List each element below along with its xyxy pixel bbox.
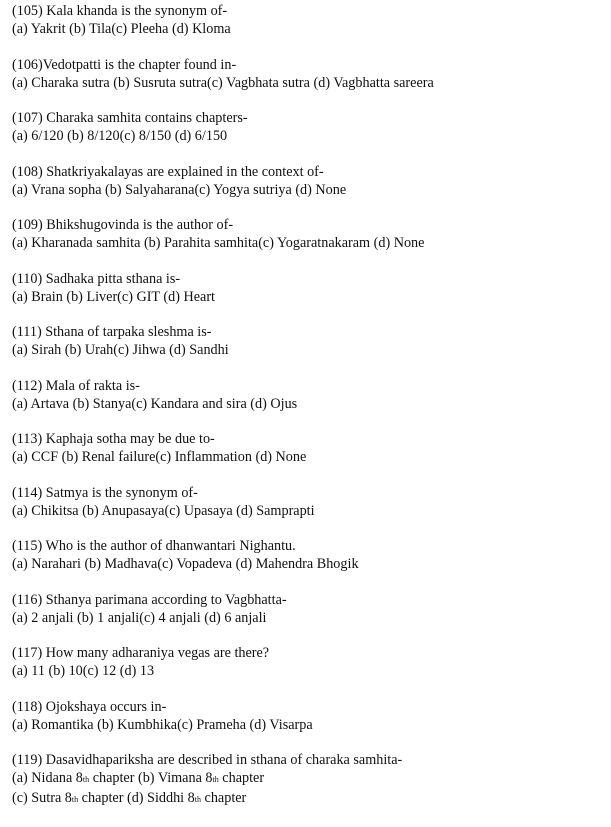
question-text: (106)Vedotpatti is the chapter found in- — [12, 56, 237, 73]
options-line: (a) Chikitsa (b) Anupasaya(c) Upasaya (d) Samprapti — [12, 502, 315, 519]
options-line: (a) Kharanada samhita (b) Parahita samhita(c) Yogaratnakaram (d) None — [12, 235, 425, 252]
question-block — [12, 698, 602, 734]
ordinal-suffix: th — [71, 795, 79, 805]
question-block — [12, 377, 602, 413]
options-line: (a) Yakrit (b) Tila(c) Pleeha (d) Kloma — [12, 21, 231, 38]
options-line: (a) Romantika (b) Kumbhika(c) Prameha (d) Visarpa — [12, 716, 313, 733]
option-d-text: chapter (d) Siddhi 8 — [78, 790, 195, 807]
question-text: (105) Kala khanda is the synonym of- — [12, 3, 228, 19]
question-text: (113) Kaphaja sotha may be due to- — [12, 431, 215, 447]
option-b-text: chapter (b) Vimana 8 — [89, 770, 213, 787]
question-text: (115) Who is the author of dhanwantari Nighantu. — [12, 538, 296, 554]
question-text: (112) Mala of rakta is- — [12, 377, 140, 394]
options-line: (a) CCF (b) Renal failure(c) Inflammation (d) None — [12, 449, 307, 466]
question-block — [12, 644, 602, 680]
options-line: (a) Narahari (b) Madhava(c) Vopadeva (d) Mahendra Bhogik — [12, 556, 359, 573]
options-line: (a) 2 anjali (b) 1 anjali(c) 4 anjali (d) 6 anjali — [12, 609, 267, 626]
question-text: (108) Shatkriyakalayas are explained in the context of- — [12, 163, 324, 180]
question-text: (116) Sthanya parimana according to Vagbhatta- — [12, 591, 287, 608]
options-line: (a) Brain (b) Liver(c) GIT (d) Heart — [12, 288, 215, 305]
question-block — [12, 537, 602, 573]
option-b-tail: chapter — [218, 770, 265, 787]
ordinal-suffix: th — [212, 775, 219, 785]
question-text: (111) Sthana of tarpaka sleshma is- — [12, 324, 212, 340]
question-list — [12, 2, 602, 734]
options-line: (a) Charaka sutra (b) Susruta sutra(c) Vagbhata sutra (d) Vagbhatta sareera — [12, 74, 434, 91]
question-block — [12, 56, 602, 92]
question-text: (118) Ojokshaya occurs in- — [12, 698, 167, 715]
question-block — [12, 2, 602, 38]
option-c-text: (c) Sutra 8 — [12, 790, 72, 807]
ordinal-suffix: th — [194, 795, 201, 805]
question-block — [12, 216, 602, 252]
options-line: (a) Vrana sopha (b) Salyaharana(c) Yogya sutriya (d) None — [12, 181, 347, 198]
question-sheet — [12, 2, 602, 827]
question-text: (117) How many adharaniya vegas are there? — [12, 645, 270, 661]
option-a-text: (a) Nidana 8 — [12, 770, 83, 787]
question-text: (107) Charaka samhita contains chapters- — [12, 110, 248, 126]
question-block-119 — [12, 751, 602, 810]
question-block — [12, 163, 602, 199]
options-line: (a) Artava (b) Stanya(c) Kandara and sira (d) Ojus — [12, 395, 298, 412]
option-d-tail: chapter — [200, 790, 247, 807]
ordinal-suffix: th — [82, 775, 90, 785]
options-line: (a) Sirah (b) Urah(c) Jihwa (d) Sandhi — [12, 342, 229, 359]
question-block — [12, 323, 602, 359]
options-line-119-1 — [12, 769, 602, 789]
question-text: (109) Bhikshugovinda is the author of- — [12, 217, 234, 233]
options-line: (a) 11 (b) 10(c) 12 (d) 13 — [12, 663, 155, 680]
options-line-119-2 — [12, 789, 602, 809]
question-block — [12, 109, 602, 145]
options-line: (a) 6/120 (b) 8/120(c) 8/150 (d) 6/150 — [12, 128, 228, 145]
question-text: (110) Sadhaka pitta sthana is- — [12, 270, 181, 287]
question-text: (114) Satmya is the synonym of- — [12, 484, 198, 501]
question-block — [12, 270, 602, 306]
question-block — [12, 484, 602, 520]
question-block — [12, 430, 602, 466]
question-block — [12, 591, 602, 627]
question-text-119: (119) Dasavidhapariksha are described in sthana of charaka samhita- — [12, 752, 403, 768]
